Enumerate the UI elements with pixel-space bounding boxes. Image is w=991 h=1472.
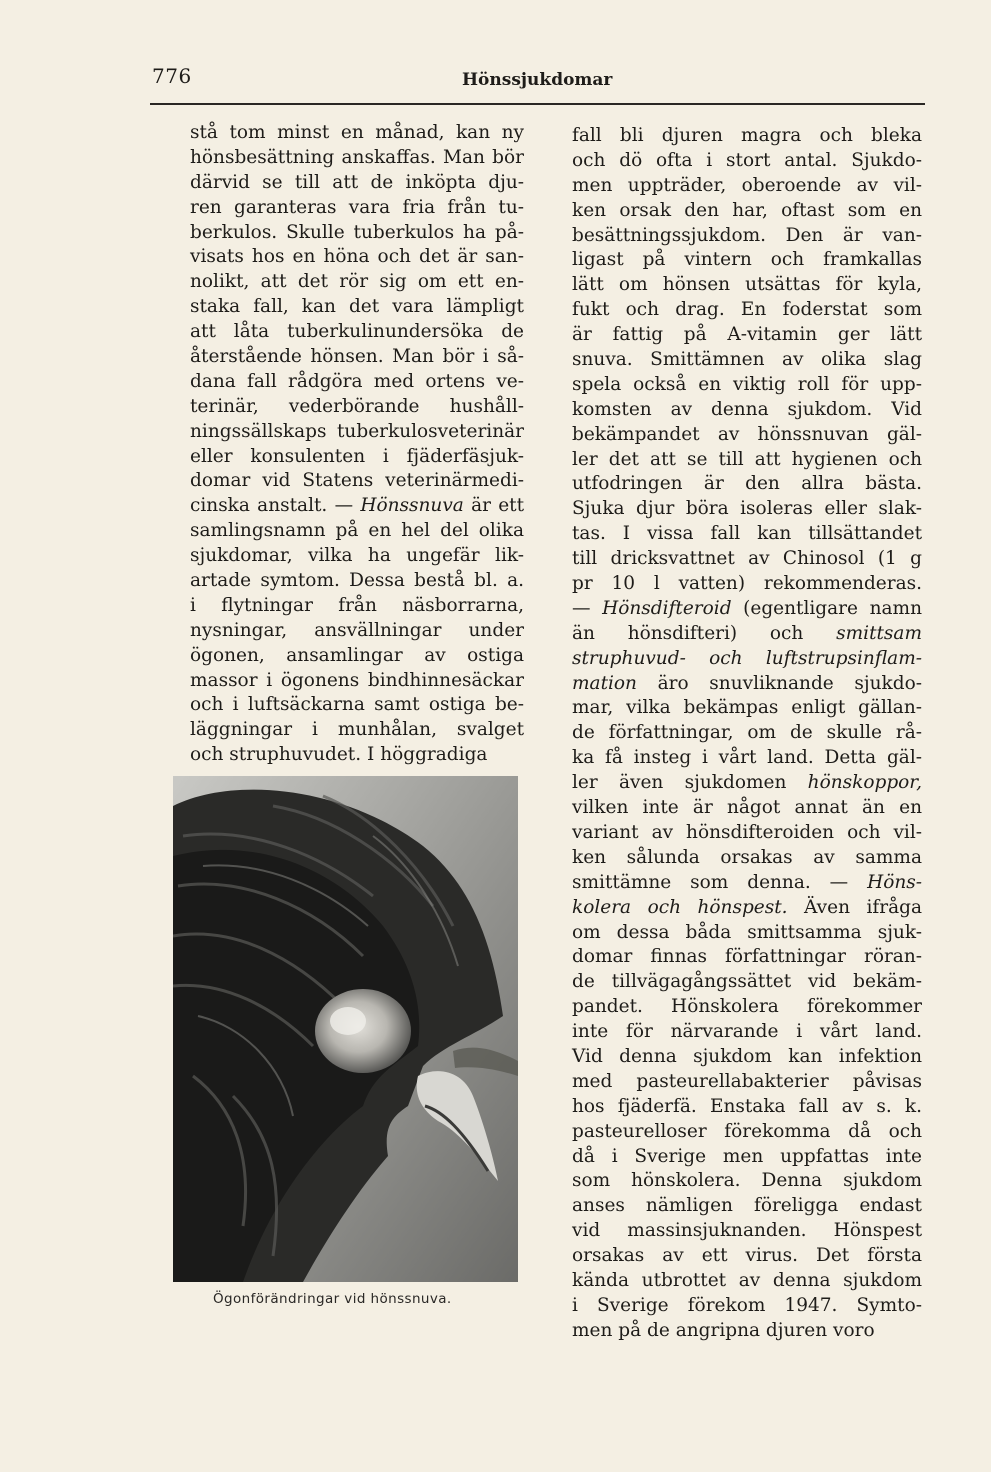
text-line — [572, 522, 922, 547]
text-run: hos fjäderfä. Enstaka fall av s. k. — [572, 1095, 922, 1117]
text-run: staka fall, kan det vara lämpligt — [190, 296, 524, 318]
text-line — [190, 146, 524, 171]
text-line — [572, 821, 922, 846]
text-run: och i luftsäckarna samt ostiga be- — [190, 694, 524, 716]
text-run: massor i ögonens bindhinnesäckar — [190, 669, 524, 691]
text-line — [572, 771, 922, 796]
text-run: fall bli djuren magra och bleka — [572, 125, 922, 146]
italic-term: struphuvud- och luftstrupsinflam- — [572, 647, 922, 669]
text-run: de tillvägagångssättet vid bekäm- — [572, 971, 922, 993]
text-run: ningssällskaps tuberkulosveterinär — [190, 420, 524, 442]
text-run: smittämne som denna. — — [572, 871, 868, 893]
italic-term: Höns- — [867, 871, 922, 893]
text-run: nolikt, att det rör sig om ett en- — [190, 271, 524, 293]
text-line — [572, 248, 922, 273]
text-line — [572, 124, 922, 149]
text-run: dana fall rådgöra med ortens ve- — [190, 370, 524, 392]
text-line — [190, 171, 524, 196]
text-line — [190, 245, 524, 270]
text-line — [572, 995, 922, 1020]
text-run: kända utbrottet av denna sjukdom — [572, 1269, 922, 1291]
text-run: utfodringen är den allra bästa. — [572, 473, 922, 495]
text-line — [572, 174, 922, 199]
text-run: bekämpandet av hönssnuvan gäl- — [572, 423, 922, 445]
text-line — [572, 373, 922, 398]
text-run: nysningar, ansvällningar under — [190, 619, 524, 641]
text-line — [572, 448, 922, 473]
italic-term: hönskoppor, — [807, 772, 922, 794]
text-run: visats hos en höna och det är san- — [190, 246, 524, 268]
text-run: sjukdomar, vilka ha ungefär lik- — [190, 545, 524, 567]
text-line — [572, 1145, 922, 1170]
text-line — [572, 1020, 922, 1045]
text-run: i Sverige förekom 1947. Symto- — [572, 1294, 922, 1316]
italic-term: smittsam — [836, 622, 922, 644]
text-line — [572, 1095, 922, 1120]
text-line — [572, 921, 922, 946]
text-run: därvid se till att de inköpta dju- — [190, 171, 524, 193]
text-line — [572, 871, 922, 896]
italic-term: Hönssnuva — [360, 495, 464, 517]
text-run: då i Sverige men uppfattas inte — [572, 1145, 922, 1167]
text-line — [572, 945, 922, 970]
text-run: mar, vilka bekämpas enligt gällan- — [572, 697, 922, 719]
text-line — [190, 619, 524, 644]
text-line — [572, 796, 922, 821]
text-line — [190, 420, 524, 445]
text-run: vilken inte är något annat än en — [572, 797, 922, 819]
text-line — [572, 323, 922, 348]
text-run: Sjuka djur böra isoleras eller slak- — [572, 498, 922, 520]
text-run: samlingsnamn på en hel del olika — [190, 520, 524, 542]
text-run: fukt och drag. En foderstat som — [572, 299, 922, 321]
text-line — [572, 298, 922, 323]
text-run: ögonen, ansamlingar av ostiga — [190, 644, 524, 666]
text-run: är fattig på A-vitamin ger lätt — [572, 324, 922, 346]
text-run: stå tom minst en månad, kan ny — [190, 122, 524, 143]
text-line — [190, 196, 524, 221]
text-line — [190, 370, 524, 395]
text-line — [572, 1169, 922, 1194]
text-run: orsakas av ett virus. Det första — [572, 1245, 922, 1267]
text-line — [572, 746, 922, 771]
left-text-column — [190, 121, 524, 768]
text-line — [572, 273, 922, 298]
text-line — [572, 1219, 922, 1244]
text-line — [190, 270, 524, 295]
text-run: tas. I vissa fall kan tillsättandet — [572, 523, 922, 545]
text-run: men på de angripna djuren voro — [572, 1319, 875, 1341]
text-line — [190, 295, 524, 320]
text-line — [190, 445, 524, 470]
text-run: ka få insteg i vårt land. Detta gäl- — [572, 747, 922, 769]
text-line — [572, 224, 922, 249]
text-run: men uppträder, oberoende av vil- — [572, 174, 922, 196]
text-run: ligast på vintern och framkallas — [572, 249, 922, 271]
text-run: ken orsak den har, oftast som en — [572, 199, 922, 221]
text-line — [572, 647, 922, 672]
text-line — [190, 569, 524, 594]
text-run: pandet. Hönskolera förekommer — [572, 996, 922, 1018]
text-run: än hönsdifteri) och — [572, 622, 837, 644]
text-run: artade symtom. Dessa bestå bl. a. — [190, 570, 524, 592]
hen-eye-photo — [173, 776, 518, 1282]
text-line — [190, 594, 524, 619]
text-run: äro snuvliknande sjukdo- — [636, 672, 922, 694]
text-run: inte för närvarande i vårt land. — [572, 1021, 922, 1043]
text-line — [572, 572, 922, 597]
running-title: Hönssjukdomar — [462, 70, 613, 90]
text-line — [190, 345, 524, 370]
text-run: ler även sjukdomen — [572, 772, 808, 794]
text-line — [572, 1070, 922, 1095]
text-line — [572, 846, 922, 871]
text-run: domar finnas författningar röran- — [572, 946, 922, 968]
text-run: med pasteurellabakterier påvisas — [572, 1070, 922, 1092]
text-run: Vid denna sjukdom kan infektion — [572, 1045, 922, 1067]
text-line — [190, 669, 524, 694]
text-line — [572, 1045, 922, 1070]
text-line — [190, 544, 524, 569]
text-run: snuva. Smittämnen av olika slag — [572, 349, 922, 371]
text-line — [190, 121, 524, 146]
text-line — [572, 597, 922, 622]
text-line — [572, 896, 922, 921]
text-run: berkulos. Skulle tuberkulos ha på- — [190, 221, 524, 243]
text-line — [572, 472, 922, 497]
text-run: återstående hönsen. Man bör i så- — [190, 346, 524, 368]
text-run: vid massinsjuknanden. Hönspest — [572, 1220, 922, 1242]
text-line — [572, 348, 922, 373]
text-line — [572, 199, 922, 224]
figure-caption: Ögonförändringar vid hönssnuva. — [213, 1291, 452, 1307]
italic-term: kolera och hönspest. — [572, 896, 788, 918]
text-run: och struphuvudet. I höggradiga — [190, 744, 488, 766]
text-run: anses nämligen föreligga endast — [572, 1195, 922, 1217]
text-run: lätt om hönsen utsättas för kyla, — [572, 274, 922, 296]
text-line — [190, 644, 524, 669]
page-number: 776 — [152, 64, 192, 88]
text-run: de författningar, om de skulle rå- — [572, 722, 922, 744]
text-run: eller konsulenten i fjäderfäsjuk- — [190, 445, 524, 467]
text-line — [190, 469, 524, 494]
text-run: cinska anstalt. — — [190, 495, 361, 517]
text-line — [190, 743, 524, 768]
text-line — [572, 398, 922, 423]
text-run: i flytningar från näsborrarna, — [190, 594, 524, 616]
text-line — [572, 547, 922, 572]
text-line — [572, 423, 922, 448]
text-run: läggningar i munhålan, svalget — [190, 719, 524, 741]
text-run: Även ifråga — [787, 896, 922, 918]
text-run: spela också en viktig roll för upp- — [572, 373, 922, 395]
text-line — [572, 1120, 922, 1145]
text-line — [190, 519, 524, 544]
text-run: att låta tuberkulinundersöka de — [190, 321, 524, 343]
text-line — [572, 1194, 922, 1219]
text-run: pr 10 l vatten) rekommenderas. — [572, 573, 922, 595]
text-line — [190, 693, 524, 718]
text-run: domar vid Statens veterinärmedi- — [190, 470, 524, 492]
text-line — [190, 718, 524, 743]
text-line — [572, 696, 922, 721]
text-run: pasteurelloser förekomma då och — [572, 1120, 922, 1142]
text-run: ren garanteras vara fria från tu- — [190, 196, 524, 218]
figure-photo — [173, 776, 518, 1282]
text-line — [572, 970, 922, 995]
text-run: (egentligare namn — [731, 597, 922, 619]
text-run: och dö ofta i stort antal. Sjukdo- — [572, 149, 922, 171]
text-line — [190, 494, 524, 519]
text-line — [572, 672, 922, 697]
text-line — [572, 1244, 922, 1269]
text-line — [572, 1319, 922, 1344]
text-run: besättningssjukdom. Den är van- — [572, 224, 922, 246]
text-line — [572, 1294, 922, 1319]
text-line — [572, 149, 922, 174]
text-run: ken sålunda orsakas av samma — [572, 846, 922, 868]
text-run: komsten av denna sjukdom. Vid — [572, 398, 922, 420]
text-run: — — [572, 597, 603, 619]
text-line — [572, 497, 922, 522]
text-line — [572, 1269, 922, 1294]
right-text-column — [572, 124, 922, 1344]
text-line — [572, 622, 922, 647]
text-run: variant av hönsdifteroiden och vil- — [572, 821, 922, 843]
italic-term: Hönsdifteroid — [602, 597, 732, 619]
text-line — [190, 320, 524, 345]
text-run: ler det att se till att hygienen och — [572, 448, 922, 470]
text-run: om dessa båda smittsamma sjuk- — [572, 921, 922, 943]
text-run: terinär, vederbörande hushåll- — [190, 395, 524, 417]
italic-term: mation — [572, 672, 637, 694]
text-line — [190, 221, 524, 246]
text-run: som hönskolera. Denna sjukdom — [572, 1170, 922, 1192]
text-run: hönsbesättning anskaffas. Man bör — [190, 146, 524, 168]
text-line — [572, 721, 922, 746]
header-rule — [150, 103, 925, 105]
text-line — [190, 395, 524, 420]
text-run: till dricksvattnet av Chinosol (1 g — [572, 548, 922, 570]
text-run: är ett — [463, 495, 525, 517]
